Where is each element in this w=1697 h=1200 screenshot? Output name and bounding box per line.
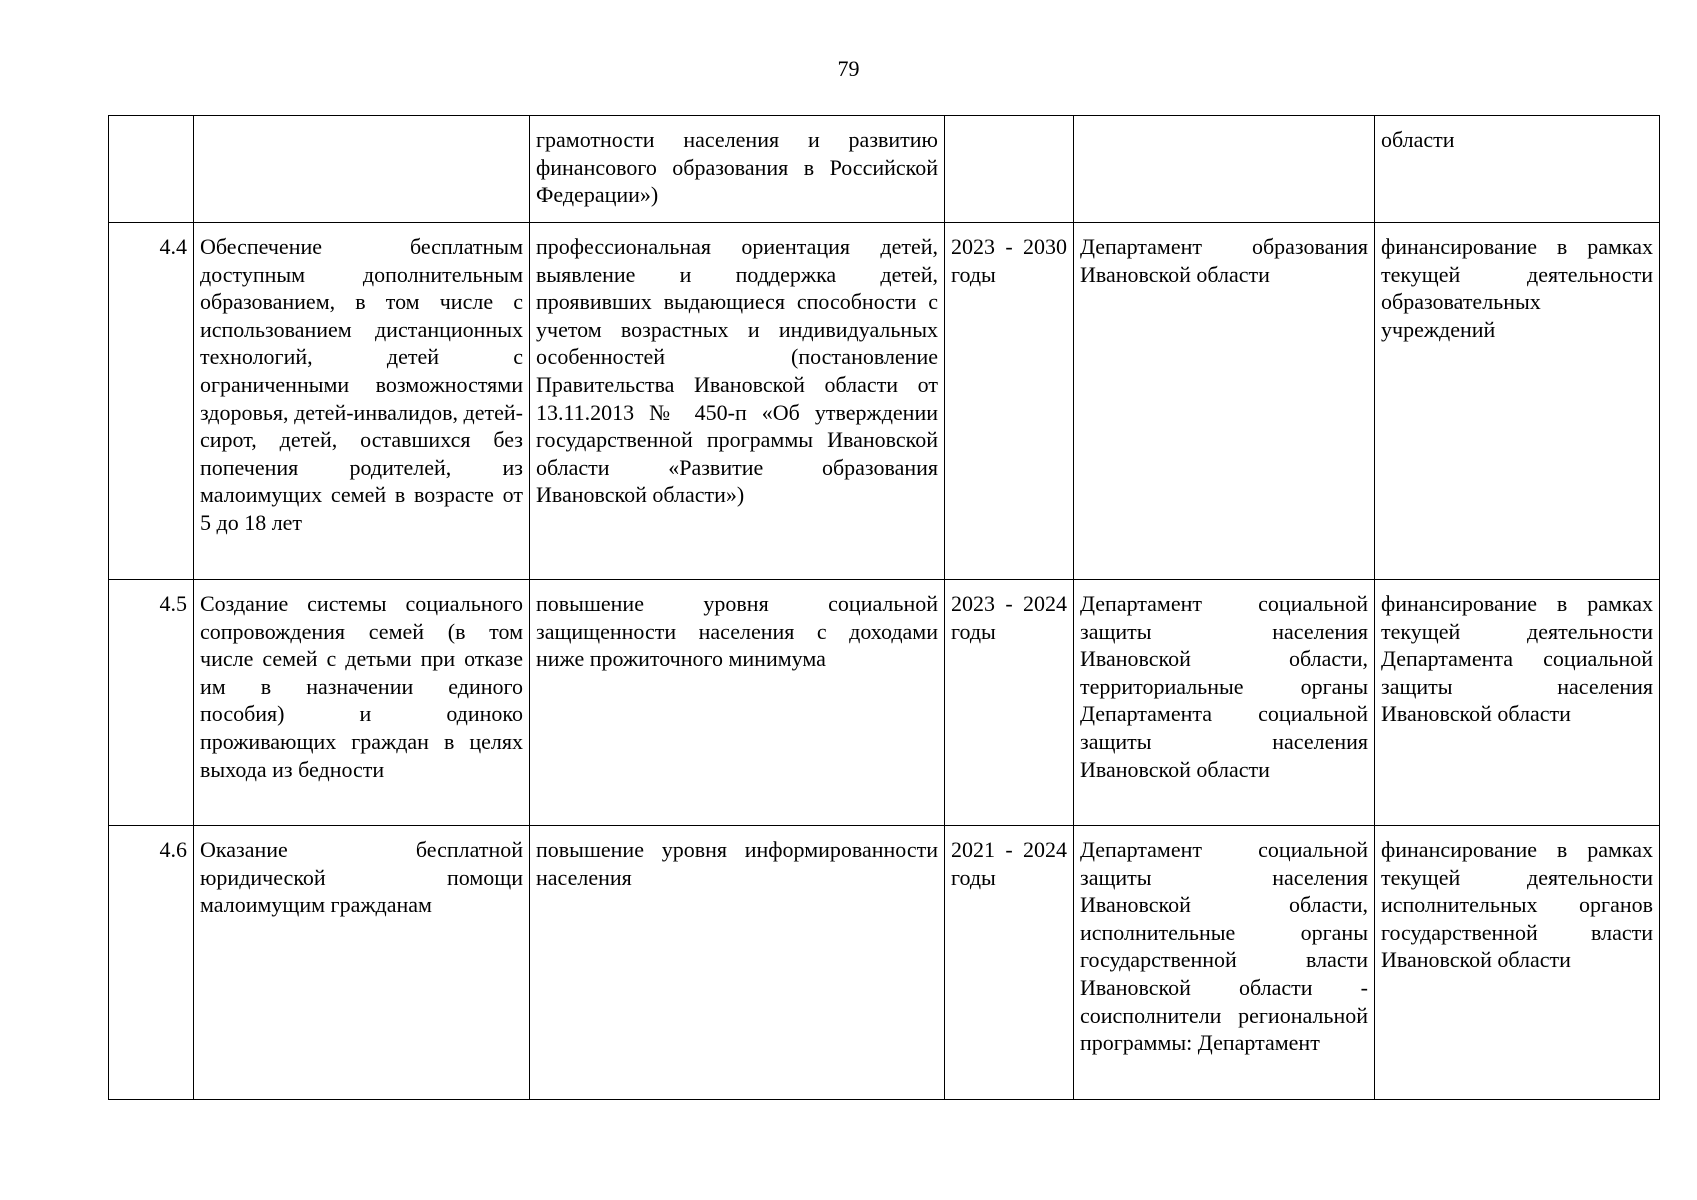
table-row: [109, 826, 1660, 1100]
result-cell: грамотности населения и развитию финансового образования в Российской Федерации»): [530, 116, 945, 223]
measure-cell: Оказание бесплатной юридической помощи малоимущим гражданам: [194, 826, 530, 1100]
measure-cell: Обеспечение бесплатным доступным дополнительным образованием, в том числе с использованием дистанционных технологий, детей с ограниченными возможностями здоровья, детей-инвалидов, детей-сирот, детей, оставшихся без попечения родителей, из малоимущих семей в возрасте от 5 до 18 лет: [194, 223, 530, 580]
row-number-cell: 4.6: [109, 826, 194, 1100]
result-cell: профессиональная ориентация детей, выявление и поддержка детей, проявивших выдающиеся способности с учетом возрастных и индивидуальных особенностей (постановление Правительства Ивановской области от 13.11.2013 № 450-п «Об утверждении государственной программы Ивановской области «Развитие образования Ивановской области»): [530, 223, 945, 580]
row-number-cell: 4.4: [109, 223, 194, 580]
measure-cell: [194, 116, 530, 223]
financing-cell: финансирование в рамках текущей деятельности образовательных учреждений: [1375, 223, 1660, 580]
page-number: 79: [837, 56, 860, 81]
measure-cell: Создание системы социального сопровождения семей (в том числе семей с детьми при отказе им в назначении единого пособия) и одиноко проживающих граждан в целях выхода из бедности: [194, 580, 530, 826]
result-cell: повышение уровня социальной защищенности населения с доходами ниже прожиточного минимума: [530, 580, 945, 826]
row-number-cell: 4.5: [109, 580, 194, 826]
financing-cell: финансирование в рамках текущей деятельности исполнительных органов государственной власти Ивановской области: [1375, 826, 1660, 1100]
table-row: [109, 116, 1660, 223]
period-cell: 2023 - 2030 годы: [945, 223, 1074, 580]
period-cell: 2021 - 2024 годы: [945, 826, 1074, 1100]
period-cell: [945, 116, 1074, 223]
financing-cell: области: [1375, 116, 1660, 223]
table-row: [109, 580, 1660, 826]
financing-cell: финансирование в рамках текущей деятельности Департамента социальной защиты населения Ивановской области: [1375, 580, 1660, 826]
period-cell: 2023 - 2024 годы: [945, 580, 1074, 826]
measures-table: [108, 115, 1660, 1100]
executor-cell: Департамент социальной защиты населения Ивановской области, территориальные органы Департамента социальной защиты населения Ивановской области: [1074, 580, 1375, 826]
result-cell: повышение уровня информированности населения: [530, 826, 945, 1100]
executor-cell: [1074, 116, 1375, 223]
table-row: [109, 223, 1660, 580]
executor-cell: Департамент социальной защиты населения Ивановской области, исполнительные органы государственной власти Ивановской области - соисполнители региональной программы: Департамент: [1074, 826, 1375, 1100]
executor-cell: Департамент образования Ивановской области: [1074, 223, 1375, 580]
row-number-cell: [109, 116, 194, 223]
